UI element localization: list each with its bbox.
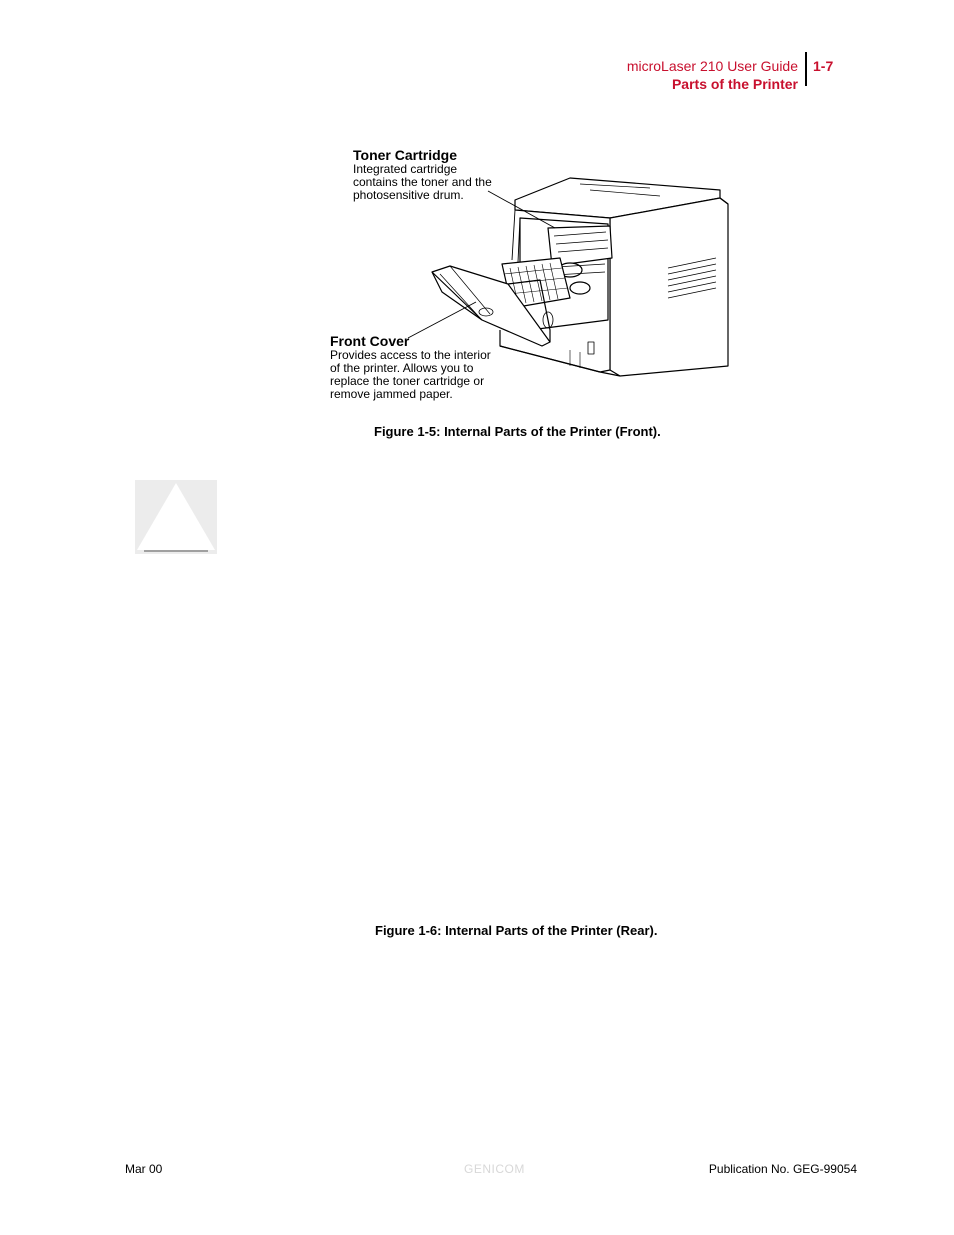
footer-date: Mar 00 [125,1162,163,1176]
callout-front-cover [330,333,491,401]
callout-title: Toner Cartridge [353,147,457,163]
callout-description: Provides access to the interior of the printer. Allows you to replace the toner cartridge or remove jammed paper. [330,348,491,401]
caution-icon [135,480,217,554]
footer-brand-logo: GENICOM [464,1162,525,1176]
figure-caption-front: Figure 1-5: Internal Parts of the Printer (Front). [374,424,661,439]
callout-title: Front Cover [330,333,410,349]
figure-caption-rear: Figure 1-6: Internal Parts of the Printer (Rear). [375,923,658,938]
running-header-title: microLaser 210 User Guide [626,58,798,74]
running-header-section: Parts of the Printer [671,76,798,92]
callout-description: Integrated cartridge contains the toner and the photosensitive drum. [353,162,492,202]
callout-toner-cartridge [353,147,492,202]
page-number: 1-7 [813,58,834,74]
footer-publication-number: Publication No. GEG-99054 [708,1162,857,1176]
